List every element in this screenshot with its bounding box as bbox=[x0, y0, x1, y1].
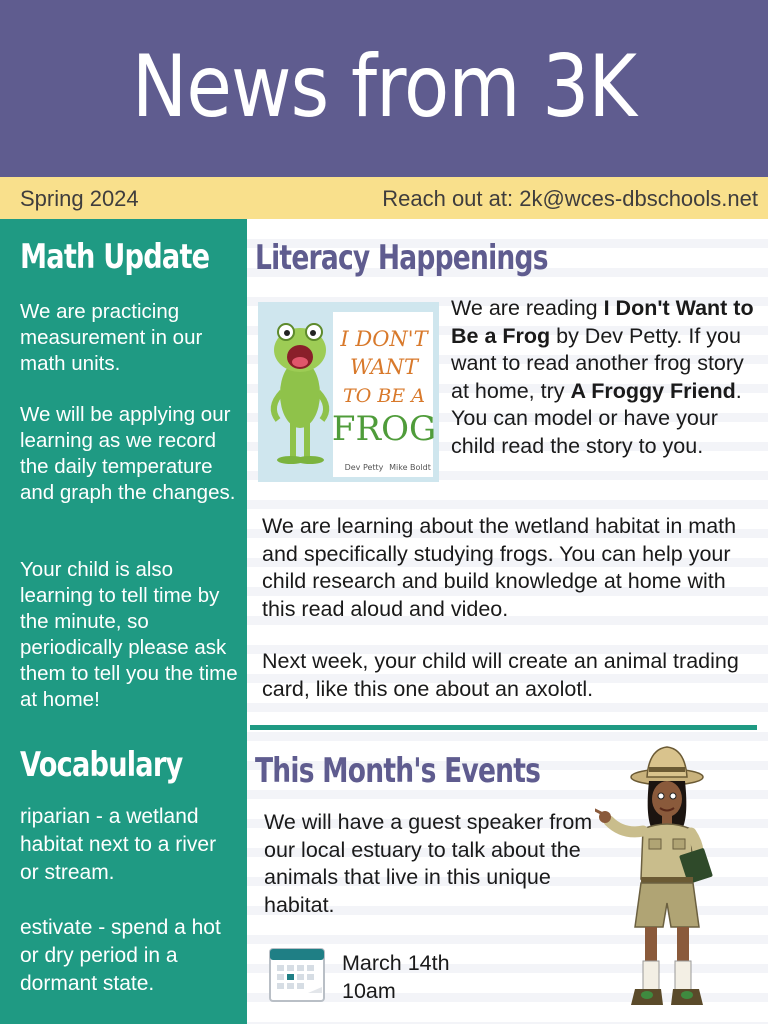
newsletter-title: News from 3K bbox=[131, 37, 637, 137]
book-cover-line-1: I DON'T bbox=[340, 327, 428, 351]
literacy-heading: Literacy Happenings bbox=[255, 238, 548, 278]
second-book-title: A Froggy Friend bbox=[570, 378, 736, 403]
literacy-paragraph-3: Next week, your child will create an animal trading card, like this one about an axolotl. bbox=[262, 649, 739, 701]
book-cover-line-4: FROG bbox=[331, 409, 437, 449]
calendar-icon bbox=[268, 947, 326, 1003]
math-paragraph-3: Your child is also learning to tell time by the minute, so periodically please ask them to tell you the time at home! bbox=[20, 558, 238, 711]
season-label: Spring 2024 bbox=[20, 186, 139, 211]
sidebar bbox=[0, 219, 247, 1024]
book-cover-line-2: WANT bbox=[349, 355, 419, 379]
math-paragraph-2: We will be applying our learning as we record the daily temperature and graph the changes. bbox=[20, 403, 236, 504]
info-bar bbox=[0, 177, 768, 219]
vocabulary-entry-2: estivate - spend a hot or dry period in a dormant state. bbox=[20, 916, 221, 995]
literacy-paragraph-2: We are learning about the wetland habitat in math and specifically studying frogs. You can help your child research and build knowledge at home with this read aloud and video. bbox=[262, 514, 737, 621]
explorer-illustration bbox=[595, 739, 735, 1019]
book-cover-image bbox=[258, 302, 439, 482]
book-cover-author: Dev Petty bbox=[344, 463, 384, 472]
events-description: We will have a guest speaker from our local estuary to talk about the animals that live in this unique habitat. bbox=[264, 810, 593, 917]
event-date: March 14th bbox=[342, 951, 450, 975]
book-title: I Don't Want to Be a Frog bbox=[451, 296, 754, 348]
math-update-heading: Math Update bbox=[20, 237, 210, 277]
book-cover-line-3: TO BE A bbox=[343, 385, 425, 407]
section-divider bbox=[250, 725, 757, 730]
newsletter-header bbox=[0, 0, 768, 177]
vocabulary-entry-1: riparian - a wetland habitat next to a river or stream. bbox=[20, 805, 217, 884]
contact-email: Reach out at: 2k@wces-dbschools.net bbox=[382, 186, 758, 211]
literacy-intro bbox=[451, 295, 756, 460]
events-heading: This Month's Events bbox=[255, 751, 541, 791]
frog-illustration bbox=[258, 302, 439, 482]
math-paragraph-1: We are practicing measurement in our math units. bbox=[20, 300, 203, 375]
main-content bbox=[247, 219, 768, 1024]
vocabulary-heading: Vocabulary bbox=[20, 745, 183, 785]
literacy-intro-part-3: . You can model or have your child read the story to you. bbox=[451, 378, 742, 458]
literacy-intro-part-1: We are reading bbox=[451, 296, 604, 320]
literacy-intro-part-2: by Dev Petty. If you want to read another frog story at home, try bbox=[451, 323, 744, 403]
book-cover-illustrator: Mike Boldt bbox=[389, 463, 431, 472]
event-time: 10am bbox=[342, 979, 396, 1003]
